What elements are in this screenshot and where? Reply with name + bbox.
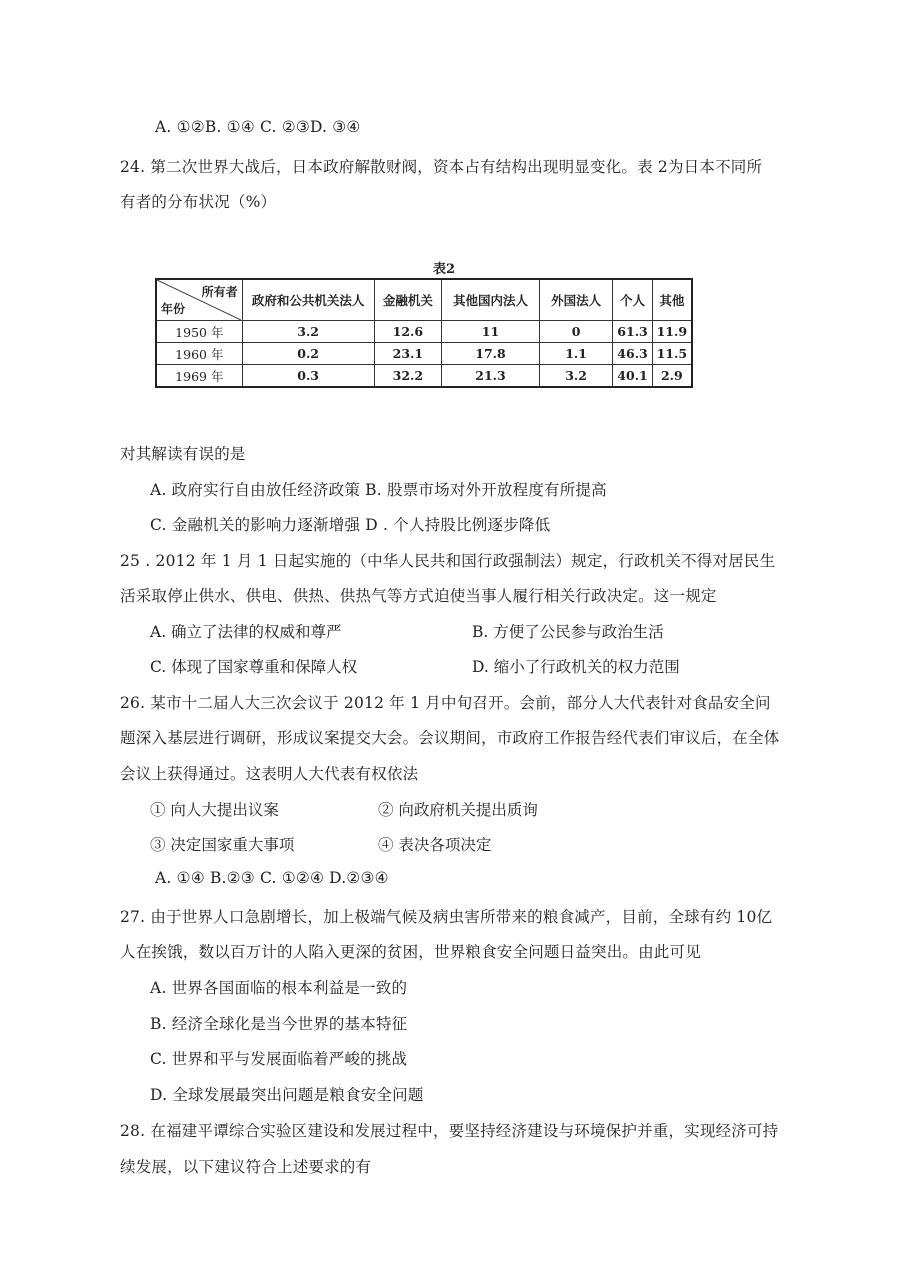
header-finance: 金融机关: [374, 279, 442, 321]
q25-option-c: C. 体现了国家尊重和保障人权: [150, 658, 358, 676]
q26-stem-line2: 题深入基层进行调研，形成议案提交大会。会议期间，市政府工作报告经代表们审议后，在全体: [120, 729, 780, 747]
cell: 11: [442, 321, 540, 343]
header-foreign: 外国法人: [539, 279, 613, 321]
q24-options-1: A. 政府实行自由放任经济政策 B. 股票市场对外开放程度有所提高: [150, 481, 607, 499]
header-other: 其他: [652, 279, 692, 321]
q26-stem-line3: 会议上获得通过。这表明人大代表有权依法: [120, 765, 419, 783]
table-title: 表2: [432, 262, 456, 277]
cell: 40.1: [613, 365, 652, 388]
cell: 21.3: [442, 365, 540, 388]
q26-item-3: ③ 决定国家重大事项: [150, 836, 295, 854]
corner-year-label: 年份: [161, 302, 186, 316]
q25-stem-line1: 25 . 2012 年 1 月 1 日起实施的（中华人民共和国行政强制法）规定，行政机关不得对居民生: [120, 552, 776, 570]
table-corner-cell: [156, 279, 242, 321]
table-row: [156, 321, 692, 343]
q26-stem-line1: 26. 某市十二届人大三次会议于 2012 年 1 月中旬召开。会前，部分人大代表针对食品安全问: [120, 694, 771, 712]
cell: 3.2: [242, 321, 374, 343]
cell: 23.1: [374, 343, 442, 365]
q24-options-2: C. 金融机关的影响力逐渐增强 D . 个人持股比例逐步降低: [150, 516, 551, 534]
q23-options: A. ①②B. ①④ C. ②③D. ③④: [155, 118, 361, 136]
q26-item-2: ② 向政府机关提出质询: [378, 801, 538, 819]
q25-option-a: A. 确立了法律的权威和尊严: [150, 623, 342, 641]
row-year: 1969 年: [156, 365, 242, 388]
cell: 12.6: [374, 321, 442, 343]
cell: 17.8: [442, 343, 540, 365]
q25-stem-line2: 活采取停止供水、供电、供热、供热气等方式迫使当事人履行相关行政决定。这一规定: [120, 587, 717, 605]
q27-option-d: D. 全球发展最突出问题是粮食安全问题: [150, 1086, 424, 1104]
cell: 1.1: [539, 343, 613, 365]
q26-options: A. ①④ B.②③ C. ①②④ D.②③④: [155, 869, 389, 887]
q27-stem-line1: 27. 由于世界人口急剧增长，加上极端气候及病虫害所带来的粮食减产，目前，全球有约 10亿: [120, 908, 773, 926]
cell: 0.2: [242, 343, 374, 365]
q27-stem-line2: 人在挨饿，数以百万计的人陷入更深的贫困，世界粮食安全问题日益突出。由此可见: [120, 943, 701, 961]
header-domestic: 其他国内法人: [442, 279, 540, 321]
table-header-row: [156, 279, 692, 321]
q27-option-c: C. 世界和平与发展面临着严峻的挑战: [150, 1050, 408, 1068]
q25-option-d: D. 缩小了行政机关的权力范围: [472, 658, 680, 676]
table-row: [156, 365, 692, 388]
cell: 11.9: [652, 321, 692, 343]
cell: 32.2: [374, 365, 442, 388]
cell: 61.3: [613, 321, 652, 343]
cell: 11.5: [652, 343, 692, 365]
q26-item-1: ① 向人大提出议案: [150, 801, 279, 819]
cell: 3.2: [539, 365, 613, 388]
cell: 46.3: [613, 343, 652, 365]
q26-item-4: ④ 表决各项决定: [378, 836, 492, 854]
corner-owner-label: 所有者: [201, 285, 238, 299]
cell: 0: [539, 321, 613, 343]
q24-question: 对其解读有误的是: [120, 445, 246, 463]
q25-option-b: B. 方便了公民参与政治生活: [472, 623, 664, 641]
q27-option-a: A. 世界各国面临的根本利益是一致的: [150, 979, 408, 997]
header-individual: 个人: [613, 279, 652, 321]
row-year: 1960 年: [156, 343, 242, 365]
q27-option-b: B. 经济全球化是当今世界的基本特征: [150, 1015, 408, 1033]
ownership-table: [155, 278, 693, 388]
q24-stem-line1: 24. 第二次世界大战后，日本政府解散财阀，资本占有结构出现明显变化。表 2为日本不同所: [120, 158, 763, 176]
q24-stem-line2: 有者的分布状况（%）: [120, 193, 277, 211]
q28-stem-line1: 28. 在福建平谭综合实验区建设和发展过程中，要坚持经济建设与环境保护并重，实现经济可持: [120, 1122, 779, 1140]
header-gov: 政府和公共机关法人: [242, 279, 374, 321]
cell: 0.3: [242, 365, 374, 388]
q28-stem-line2: 续发展，以下建议符合上述要求的有: [120, 1158, 372, 1176]
row-year: 1950 年: [156, 321, 242, 343]
table-row: [156, 343, 692, 365]
cell: 2.9: [652, 365, 692, 388]
table-2: [155, 262, 693, 388]
